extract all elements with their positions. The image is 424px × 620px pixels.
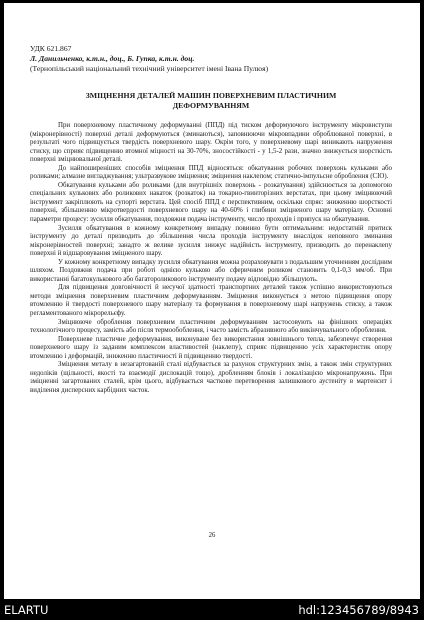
affiliation: (Тернопільський національний технічний університет імені Івана Пулюя) bbox=[30, 64, 269, 73]
authors: Л. Данильченко, к.т.н., доц., Б. Гупка, к.т.н. доц. bbox=[30, 54, 195, 63]
paper-body bbox=[30, 122, 392, 396]
paragraph: Зміцнююче оброблення поверхневим пластичним деформуванням застосовують на фінішних операціях технологічного процесу, замість або після термообоблення, і часто замість абразивного або викінчувального оброблення. bbox=[30, 318, 392, 335]
paragraph: Для підвищення довговічності й несучої здатності транспортних деталей також успішно використовуються методи зміцнення поверхневим пластичним деформуванням. Зміцнення виконується з метою підвищення опору втомленню й твердості поверхневого шару матеріалу та формування в поверхневому шарі напружень стиску, а також регламентованого мікрорельєфу. bbox=[30, 284, 392, 318]
paragraph: До найпоширеніших способів зміцнення ППД відносяться: обкатування робочих поверхонь кульками або роликами; алмазне вигладжування; ультразвукове зміцнення; зміцнення наклепом; статично-імпульсне оброблення (СІО). bbox=[30, 164, 392, 181]
handle-identifier[interactable]: hdl:123456789/8943 bbox=[298, 603, 419, 617]
udk-code: УДК 621.867 bbox=[30, 44, 72, 53]
paragraph: Обкатування кульками або роликами (для внутрішніх поверхонь - розкатування) здійснюється за допомогою спеціальних кулькових або роликових накаток (розкаток) на токарно-гвинторізних верстатах, при цьому зміцнюючий інструмент закріплюють на супорті верстата. Цей спосіб ППД є перспективним, оскільки спряє: зниженню шорсткості поверхні, збільшенню мікротвердості поверхневого шару на 40-60% і глибини зміцненого шару матеріалу. Основні параметри процесу: зусилля обкатування, поздовжня подача інструменту, число проходів і припуск на обкатування. bbox=[30, 181, 392, 224]
paragraph: Зміцнення металу в незагартованій сталі відбувається за рахунок структурних змін, а також змін структурних недоліків (щільності, якості та взаємодії дислокацій тощо), дробленням блоків і локалізацією мікронапружень. При зміцненні загартованих сталей, крім цього, відбувається часткове перетворення залишкового аустеніту в мартенсит і виділення дисперсних карбідних часток. bbox=[30, 361, 392, 394]
paper-title: ЗМІЦНЕННЯ ДЕТАЛЕЙ МАШИН ПОВЕРХНЕВИМ ПЛАСТИЧНИМ ДЕФОРМУВАННЯМ bbox=[85, 91, 337, 110]
repository-footer bbox=[0, 599, 424, 620]
paragraph: При поверхневому пластичному деформуванні (ППД) під тиском деформуючого інструменту мікровиступи (мікронерівності) поверхні деталі деформуються (зминаються), заповнюючи мікровпадини оброблюваної поверхні, в результаті чого підвищується твердість поверхневого шару. Окрім того, у поверхневому шарі виникають напруження стиску, що сприяє підвищенню втомної міцності на 30-70%, зносостійкості - у 1,5-2 рази, значно знижується шорсткість поверхні зміцнювальної деталі. bbox=[30, 122, 392, 164]
header-block bbox=[30, 44, 392, 74]
paragraph: У кожному конкретному випадку зусилля обкатування можна розраховувати з подальшим уточненням дослідним шляхом. Поздовжня подача при роботі однією кулькою або сферичним роликом становить 0,1-0,3 мм/об. При використанні багатокулькового або багатороликового інструменту подачу відповідно збільшують. bbox=[30, 258, 392, 283]
paragraph: Зусилля обкатування в кожному конкретному випадку повинно бути оптимальним: недостатній притиск інструменту до деталі призводить до збільшення числа проходів інструменту внаслідок неповного зминання мікронерівностей поверхні; занадто ж велике зусилля знижує надійність інструменту, призводить до перенаклепу поверхні й відшаровування зміцненого шару. bbox=[30, 224, 392, 258]
document-page bbox=[4, 3, 420, 599]
page-number: 26 bbox=[208, 532, 216, 539]
repository-name[interactable]: ELARTU bbox=[4, 603, 49, 617]
paragraph: Поверхневе пластичне деформування, виконуване без використання зовнішнього тепла, забезпечує створення поверхневого шару із заданим комплексом властивостей (наклепу), сприяє підвищенню усіх характеристик опору втомленню і деформацій, зниженню пластичності й підвищенню твердості. bbox=[30, 335, 392, 360]
